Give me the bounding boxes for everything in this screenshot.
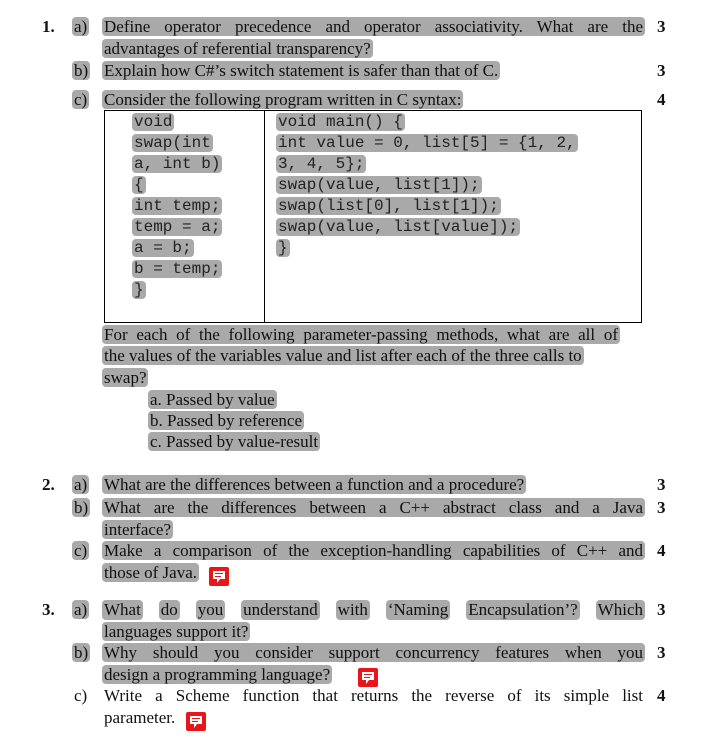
q3b-text-line2[interactable]: design a programming language?	[104, 665, 331, 684]
q2c-text-line1[interactable]: Make a comparison of the exception-handling capabilities of C++ and	[104, 541, 643, 560]
option-pass-by-reference[interactable]: b. Passed by reference	[150, 411, 302, 430]
q1a-mark: 3	[657, 17, 666, 36]
code-line[interactable]: int value = 0, list[5] = {1, 2,	[278, 134, 576, 152]
code-line[interactable]: swap(value, list[value]);	[278, 218, 519, 236]
question-2-number: 2.	[42, 475, 55, 494]
word[interactable]: Encapsulation’?	[468, 600, 578, 619]
code-line[interactable]: b = temp;	[134, 260, 221, 278]
code-line[interactable]: }	[134, 281, 144, 299]
q2a-text[interactable]: What are the differences between a function and a procedure?	[104, 475, 525, 494]
word[interactable]: do	[160, 600, 178, 619]
q2a-label[interactable]: a)	[74, 475, 88, 494]
option-pass-by-value-result[interactable]: c. Passed by value-result	[150, 432, 319, 451]
q1c-followup-line3[interactable]: swap?	[104, 368, 147, 387]
word[interactable]: ‘Naming	[387, 600, 449, 619]
q1a-label[interactable]: a)	[74, 17, 88, 36]
q2b-mark: 3	[657, 498, 666, 517]
word[interactable]: with	[337, 600, 368, 619]
code-line[interactable]: a = b;	[134, 239, 192, 257]
comment-icon[interactable]	[186, 712, 206, 731]
code-line[interactable]: int temp;	[134, 197, 221, 215]
code-line[interactable]: swap(list[0], list[1]);	[278, 197, 499, 215]
code-line[interactable]: swap(value, list[1]);	[278, 176, 480, 194]
code-line[interactable]: 3, 4, 5};	[278, 155, 365, 173]
q3c-label: c)	[74, 686, 88, 705]
q3c-text-line2: parameter.	[104, 708, 176, 727]
question-3-number: 3.	[42, 600, 55, 619]
code-line[interactable]: swap(int	[134, 134, 211, 152]
q3b-text-line1[interactable]: Why should you consider support concurrency features when you	[104, 643, 643, 662]
q3a-label[interactable]: a)	[74, 600, 88, 619]
option-pass-by-value[interactable]: a. Passed by value	[150, 390, 275, 409]
q1b-label[interactable]: b)	[74, 61, 89, 80]
q1b-text[interactable]: Explain how C#’s switch statement is safer than that of C.	[104, 61, 499, 80]
code-line[interactable]: {	[134, 176, 144, 194]
q2a-mark: 3	[657, 475, 666, 494]
code-table-divider	[264, 110, 265, 322]
code-line[interactable]: temp = a;	[134, 218, 221, 236]
word[interactable]: Which	[597, 600, 643, 619]
q2b-text-line1[interactable]: What are the differences between a C++ abstract class and a Java	[104, 498, 643, 517]
comment-icon[interactable]	[358, 668, 378, 687]
q3b-mark: 3	[657, 643, 666, 662]
q1c-mark: 4	[657, 90, 666, 109]
q3a-text-line2[interactable]: languages support it?	[104, 622, 249, 641]
code-line[interactable]: a, int b)	[134, 155, 221, 173]
q2b-label[interactable]: b)	[74, 498, 89, 517]
q2c-text-line2[interactable]: those of Java.	[104, 563, 198, 582]
code-line[interactable]: }	[278, 239, 288, 257]
q3c-mark: 4	[657, 686, 666, 705]
q1c-label[interactable]: c)	[74, 90, 88, 109]
question-1-number: 1.	[42, 17, 55, 36]
q3c-text-line1: Write a Scheme function that returns the reverse of its simple list	[104, 686, 643, 705]
q3a-text-line1	[102, 600, 645, 620]
word[interactable]: you	[197, 600, 224, 619]
q2b-text-line2[interactable]: interface?	[104, 520, 171, 539]
q1c-followup-line2[interactable]: the values of the variables value and list after each of the three calls to	[104, 346, 582, 365]
word[interactable]: understand	[243, 600, 318, 619]
q1c-text[interactable]: Consider the following program written in C syntax:	[104, 90, 462, 109]
q3a-mark: 3	[657, 600, 666, 619]
q2c-label[interactable]: c)	[74, 541, 88, 560]
code-line[interactable]: void main() {	[278, 113, 403, 131]
code-line[interactable]: void	[134, 113, 173, 131]
word[interactable]: What	[104, 600, 141, 619]
q1a-text-line1[interactable]: Define operator precedence and operator associativity. What are the	[104, 17, 643, 36]
q3b-label[interactable]: b)	[74, 643, 89, 662]
q2c-mark: 4	[657, 541, 666, 560]
q1c-followup-line1[interactable]: For each of the following parameter-passing methods, what are all of	[104, 325, 618, 344]
q1b-mark: 3	[657, 61, 666, 80]
q1a-text-line2[interactable]: advantages of referential transparency?	[104, 39, 371, 58]
comment-icon[interactable]	[209, 567, 229, 586]
